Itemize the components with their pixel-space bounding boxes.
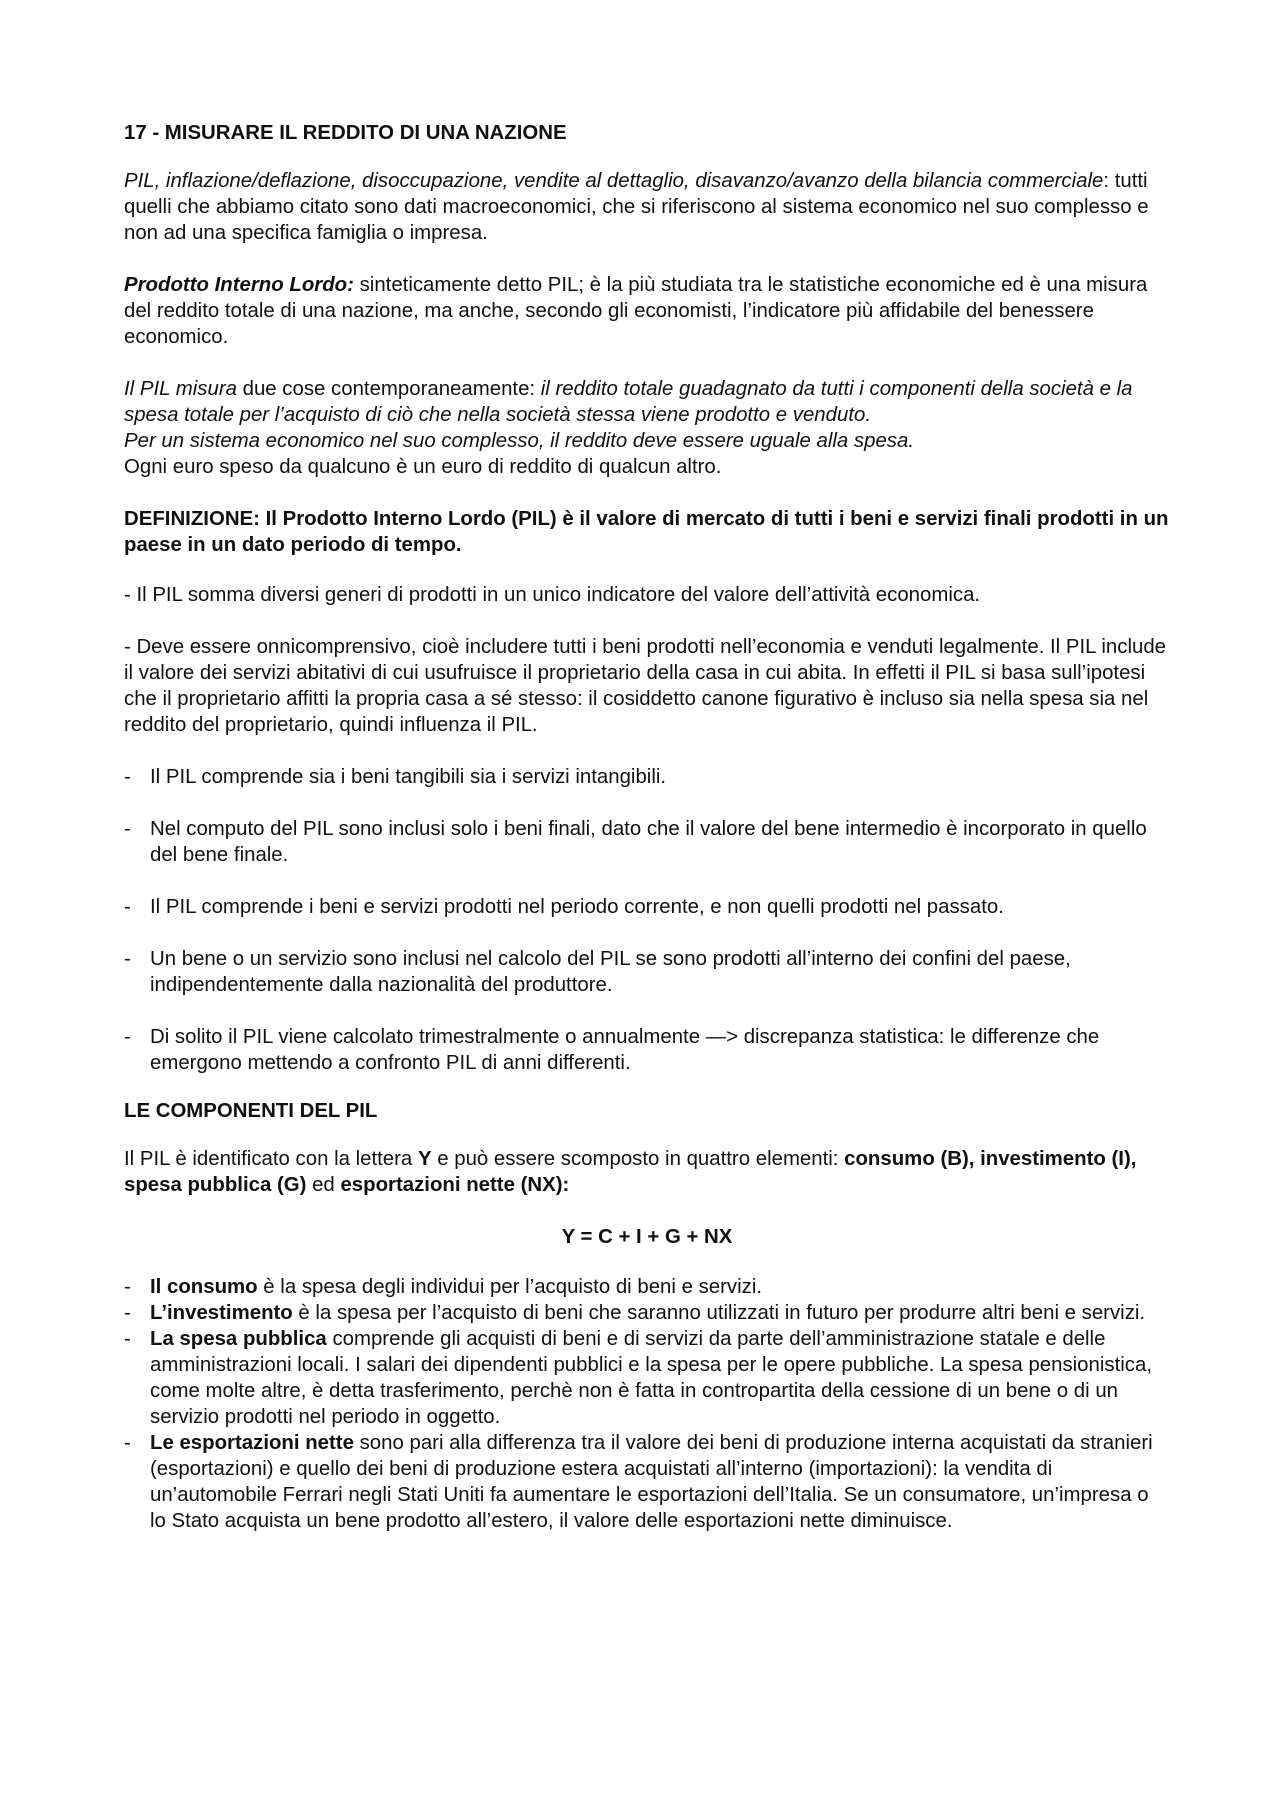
document-page bbox=[124, 120, 1170, 1556]
list-item: - Il PIL comprende sia i beni tangibili sia i servizi intangibili. bbox=[124, 766, 667, 788]
dash-marker: - bbox=[124, 818, 131, 840]
dash-marker: - bbox=[124, 1328, 131, 1350]
dash-marker: - bbox=[124, 896, 131, 918]
section-title: 17 - MISURARE IL REDDITO DI UNA NAZIONE bbox=[124, 122, 567, 144]
euro-spent-line: Ogni euro speso da qualcuno è un euro di reddito di qualcun altro. bbox=[124, 456, 722, 478]
list-item: - L’investimento è la spesa per l’acquisto di beni che saranno utilizzati in futuro per produrre altri beni e servizi. bbox=[124, 1302, 1146, 1324]
point-single-indicator: - Il PIL somma diversi generi di prodotti in un unico indicatore del valore dell’attività economica. bbox=[124, 584, 981, 606]
list-item: - Un bene o un servizio sono inclusi nel calcolo del PIL se sono prodotti all’interno dei confini del paese, indipendentemente dalla nazionalità del produttore. bbox=[124, 948, 1071, 996]
intro-italic: PIL, inflazione/deflazione, disoccupazione, vendite al dettaglio, disavanzo/avanzo della bilancia commerciale bbox=[124, 170, 1104, 192]
gdp-formula: Y = C + I + G + NX bbox=[561, 1226, 733, 1248]
pil-term: Prodotto Interno Lordo: bbox=[124, 274, 354, 296]
pil-short-definition bbox=[124, 272, 1170, 350]
components-intro: Il PIL è identificato con la lettera Y e può essere scomposto in quattro elementi: consumo (B), investimento (I), spesa pubblica (G) ed esportazioni nette (NX): bbox=[124, 1148, 1137, 1196]
list-item: - La spesa pubblica comprende gli acquisti di beni e di servizi da parte dell’amministrazione statale e delle amministrazioni locali. I salari dei dipendenti pubblici e la spesa per le opere pubbliche. La spesa pensionistica, come molte altre, è detta trasferimento, perchè non è fatta in contropartita della cessione di un bene o di un servizio prodotti nel periodo in oggetto. bbox=[124, 1328, 1152, 1428]
intro-rest: : tutti quelli che abbiamo citato sono dati macroeconomici, che si riferiscono al sistema economico nel suo complesso e non ad una specifica famiglia o impresa. bbox=[124, 170, 1149, 244]
list-item: - Le esportazioni nette sono pari alla differenza tra il valore dei beni di produzione interna acquistati da stranieri (esportazioni) e quello dei beni di produzione estera acquistati all’interno (importazioni): la vendita di un’automobile Ferrari negli Stati Uniti fa aumentare le esportazioni dell’Italia. Se un consumatore, un’impresa o lo Stato acquista un bene prodotto all’estero, il valore delle esportazioni nette diminuisce. bbox=[124, 1432, 1153, 1532]
pil-properties-list bbox=[124, 764, 1170, 1076]
point-comprehensive: - Deve essere onnicomprensivo, cioè includere tutti i beni prodotti nell’economia e venduti legalmente. Il PIL include il valore dei servizi abitativi di cui usufruisce il proprietario della casa in cui abita. In effetti il PIL si basa sull’ipotesi che il proprietario affitti la propria casa a sé stesso: il cosiddetto canone figurativo è incluso sia nella spesa sia nel reddito del proprietario, quindi influenza il PIL. bbox=[124, 636, 1167, 736]
dash-marker: - bbox=[124, 1302, 131, 1324]
pil-measure-paragraph bbox=[124, 376, 1170, 428]
list-item: - Nel computo del PIL sono inclusi solo i beni finali, dato che il valore del bene intermedio è incorporato in quello del bene finale. bbox=[124, 818, 1147, 866]
dash-marker: - bbox=[124, 1276, 131, 1298]
dash-marker: - bbox=[124, 948, 131, 970]
pil-formal-definition: DEFINIZIONE: Il Prodotto Interno Lordo (PIL) è il valore di mercato di tutti i beni e servizi finali prodotti in un paese in un dato periodo di tempo. bbox=[124, 508, 1169, 556]
components-title: LE COMPONENTI DEL PIL bbox=[124, 1100, 378, 1122]
dash-marker: - bbox=[124, 766, 131, 788]
components-list bbox=[124, 1274, 1170, 1534]
dash-marker: - bbox=[124, 1432, 131, 1454]
intro-paragraph bbox=[124, 168, 1170, 246]
dash-marker: - bbox=[124, 1026, 131, 1048]
income-equals-spending: Per un sistema economico nel suo complesso, il reddito deve essere uguale alla spesa. bbox=[124, 430, 915, 452]
list-item: - Il consumo è la spesa degli individui per l’acquisto di beni e servizi. bbox=[124, 1276, 763, 1298]
pil-measure-italic: il reddito totale guadagnato da tutti i componenti della società e la spesa totale per l’acquisto di ciò che nella società stessa viene prodotto e venduto. bbox=[124, 378, 1133, 426]
pil-short-rest: sinteticamente detto PIL; è la più studiata tra le statistiche economiche ed è una misura del reddito totale di una nazione, ma anche, secondo gli economisti, l’indicatore più affidabile del benessere economico. bbox=[124, 274, 1148, 348]
list-item: - Il PIL comprende i beni e servizi prodotti nel periodo corrente, e non quelli prodotti nel passato. bbox=[124, 896, 1004, 918]
pil-measure-mid: due cose contemporaneamente: bbox=[236, 378, 541, 400]
pil-measure-lead: Il PIL misura bbox=[124, 378, 237, 400]
list-item: - Di solito il PIL viene calcolato trimestralmente o annualmente —> discrepanza statistica: le differenze che emergono mettendo a confronto PIL di anni differenti. bbox=[124, 1026, 1100, 1074]
